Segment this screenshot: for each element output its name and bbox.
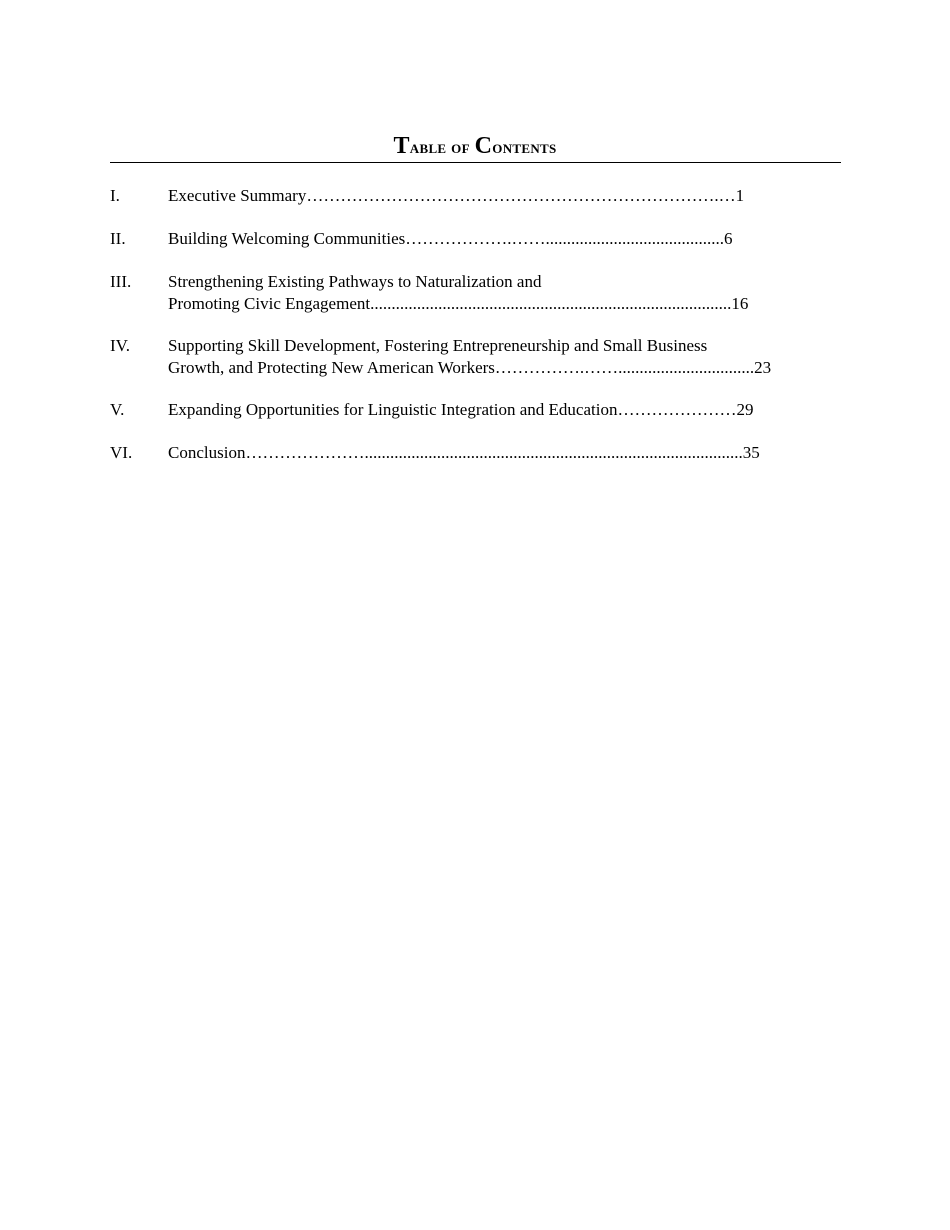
toc-entry-number: II.: [110, 229, 126, 248]
toc-entry-number: IV.: [110, 336, 130, 355]
toc-entry-text-continued: Promoting Civic Engagement.....................................................................................16: [168, 294, 749, 313]
title-initial-1: T: [393, 133, 410, 159]
toc-entry-text: Executive Summary……………………………………………………………….…1: [168, 186, 745, 205]
title-divider: [110, 162, 841, 163]
page-title: [0, 133, 950, 160]
toc-entry-text: Expanding Opportunities for Linguistic Integration and Education…………………29: [168, 400, 754, 419]
toc-entry-number: V.: [110, 400, 125, 419]
title-rest-2: ontents: [492, 137, 557, 157]
toc-entry-text: Building Welcoming Communities……………….……..........................................6: [168, 229, 733, 248]
toc-entry-number: III.: [110, 272, 132, 291]
title-initial-2: C: [474, 133, 493, 159]
toc-entry-text: Strengthening Existing Pathways to Naturalization and: [168, 272, 542, 291]
toc-entry-text: Supporting Skill Development, Fostering Entrepreneurship and Small Business: [168, 336, 708, 355]
toc-entry-number: VI.: [110, 443, 133, 462]
toc-entry-number: I.: [110, 186, 120, 205]
toc-entry-text-continued: Growth, and Protecting New American Workers…………….……................................23: [168, 358, 772, 377]
toc-entry-text: Conclusion………………….........................................................................................35: [168, 443, 760, 462]
title-rest-1: able of: [409, 137, 475, 157]
